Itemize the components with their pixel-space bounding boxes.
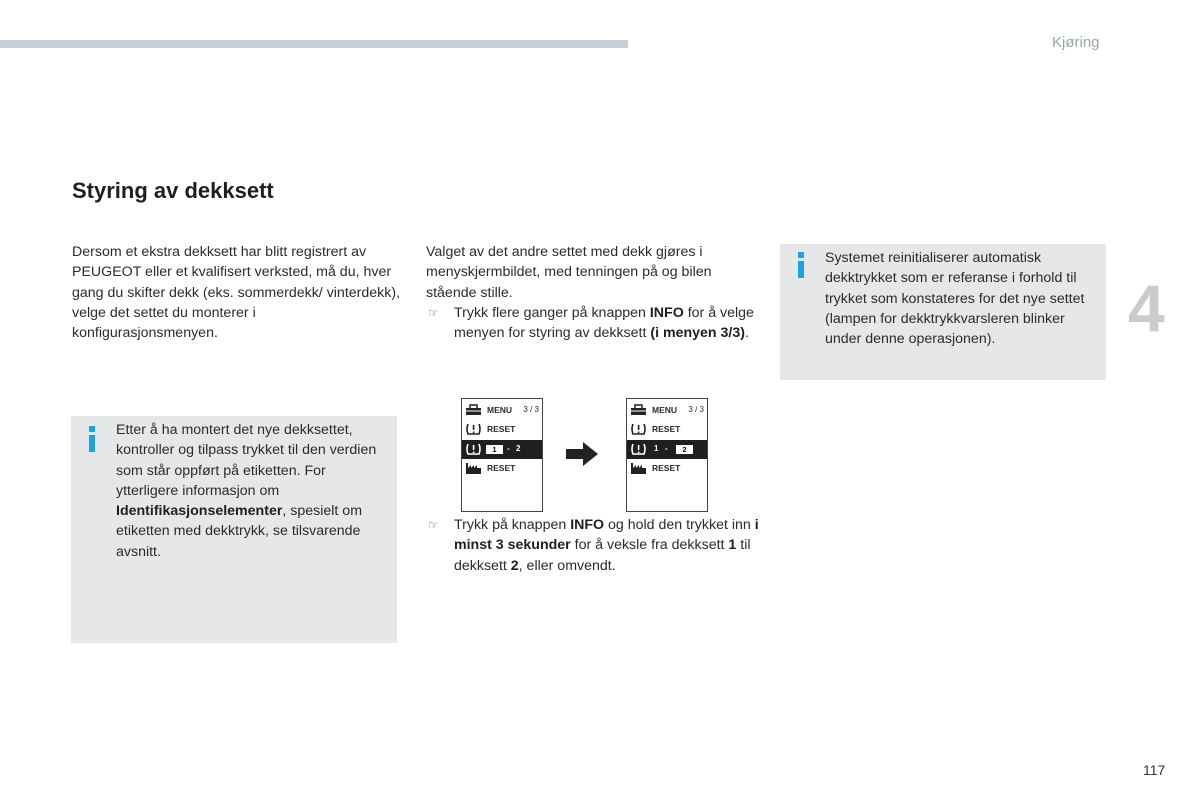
tyre-set-1: 1	[654, 444, 659, 453]
screen-tyre-set-row: 1 - 2	[462, 440, 542, 459]
screen-factory-reset-row: RESET	[462, 459, 542, 478]
screen-menu-row: MENU 3 / 3	[627, 401, 707, 420]
info-box-text: Systemet reinitialiserer automatisk dekktrykket som er referanse i forhold til trykket som konstateres for det nye settet (lampen for dekktrykkvarsleren blinker under denne operasjonen).	[825, 250, 1085, 348]
tyre-pressure-icon	[630, 442, 647, 456]
info-box-reinitialisation	[780, 244, 1106, 380]
arrow-right-icon	[566, 442, 598, 466]
page-number: 117	[1143, 762, 1166, 778]
chapter-number: 4	[1128, 271, 1165, 345]
selection-intro: Valget av det andre settet med dekk gjøres i menyskjermbildet, med tenningen på og bilen stående stille.	[426, 244, 712, 301]
screen-before	[461, 398, 543, 512]
intro-paragraph: Dersom et ekstra dekksett har blitt registrert av PEUGEOT eller et kvalifisert verksted, må du, hver gang du skifter dekk (eks. sommerdekk/ vinterdekk), velge det settet du monterer i konfigurasjonsmenyen.	[72, 244, 401, 342]
page-title: Styring av dekksett	[72, 178, 274, 203]
step-2: ☞ Trykk på knappen INFO og hold den trykket inn i minst 3 sekunder for å veksle fra dekksett 1 til dekksett 2, eller omvendt.	[428, 517, 759, 574]
info-box-text: Etter å ha montert det nye dekksettet, kontroller og tilpass trykket til den verdien som står oppført på etiketten. For ytterligere informasjon om Identifikasjonselementer, spesielt om etiketten med dekktrykk, se tilsvarende avsnitt.	[116, 422, 377, 560]
info-icon	[796, 252, 806, 278]
selection-instructions	[426, 242, 756, 343]
tyre-set-2: 2	[676, 445, 693, 454]
screen-reset-row: RESET	[627, 420, 707, 439]
screen-after	[626, 398, 708, 512]
tyre-set-2: 2	[516, 444, 521, 453]
section-title: Kjøring	[1052, 34, 1100, 51]
tyre-set-1: 1	[486, 445, 503, 454]
screen-reset-row: RESET	[462, 420, 542, 439]
tyre-pressure-icon	[465, 422, 482, 436]
toolbox-icon	[465, 403, 482, 417]
info-icon	[87, 426, 97, 452]
info-box-tyre-pressure	[71, 416, 397, 643]
header-bar	[0, 40, 628, 48]
factory-icon	[630, 461, 647, 475]
step-1: ☞ Trykk flere ganger på knappen INFO for å velge menyen for styring av dekksett (i menyen 3/3).	[428, 304, 754, 342]
screen-menu-row: MENU 3 / 3	[462, 401, 542, 420]
tyre-pressure-icon	[465, 442, 482, 456]
tyre-pressure-icon	[630, 422, 647, 436]
screen-tyre-set-row: 1 - 2	[627, 440, 707, 459]
toolbox-icon	[630, 403, 647, 417]
screen-factory-reset-row: RESET	[627, 459, 707, 478]
factory-icon	[465, 461, 482, 475]
pointer-bullet-icon: ☞	[428, 518, 439, 532]
pointer-bullet-icon: ☞	[428, 305, 439, 320]
